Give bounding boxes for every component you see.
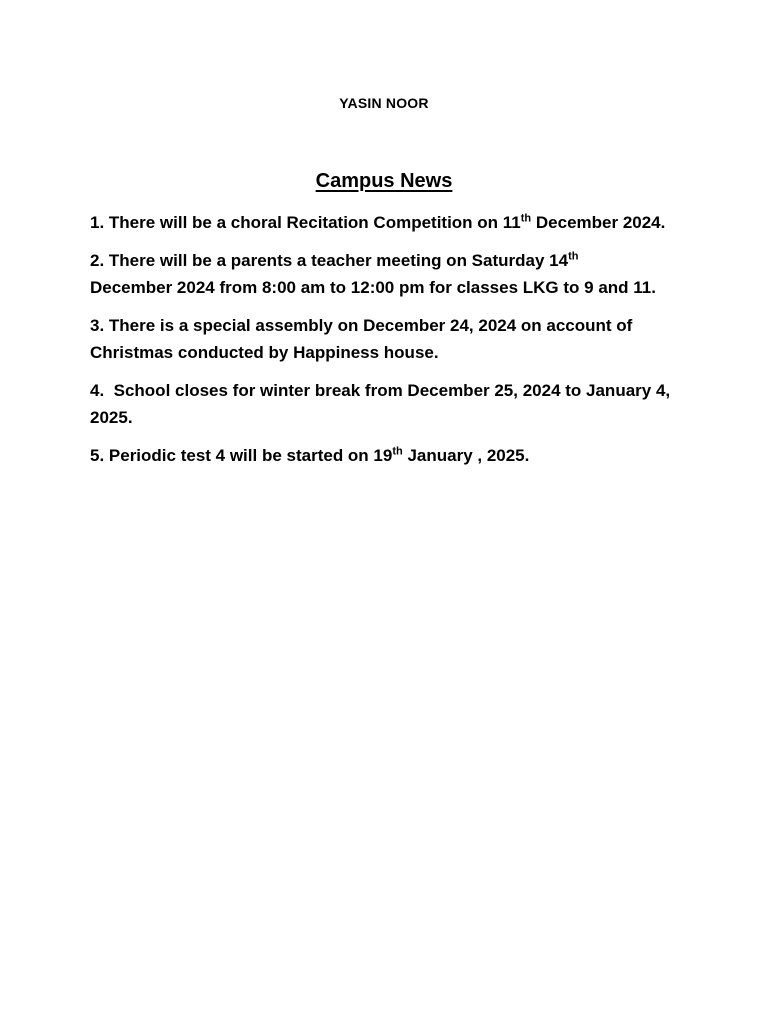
news-item-1-ordinal: th <box>520 212 532 225</box>
news-item-2-text-end: December 2024 from 8:00 am to 12:00 pm for classes LKG to 9 and 11. <box>90 278 656 297</box>
news-list <box>90 209 690 480</box>
author-name: YASIN NOOR <box>339 95 429 111</box>
news-item-4-text: 4. School closes for winter break from December 25, 2024 to January 4, 2025. <box>90 381 675 427</box>
page-title: Campus News <box>315 170 453 192</box>
news-item-4 <box>90 377 690 431</box>
news-item-5 <box>90 442 690 469</box>
news-item-5-ordinal: th <box>392 445 403 458</box>
news-item-2-ordinal: th <box>568 250 579 263</box>
news-item-2-text: 2. There will be a parents a teacher meeting on Saturday 14 <box>90 251 569 270</box>
news-item-1-text: 1. There will be a choral Recitation Competition on 11 <box>90 213 521 232</box>
news-item-5-text: 5. Periodic test 4 will be started on 19 <box>90 446 393 465</box>
news-item-3 <box>90 312 690 366</box>
news-item-2 <box>90 247 690 301</box>
news-item-3-text: 3. There is a special assembly on December 24, 2024 on account of Christmas conducted by Happiness house. <box>90 316 638 362</box>
news-item-5-text-end: January , 2025. <box>402 446 530 465</box>
news-item-1-text-end: December 2024. <box>531 213 666 232</box>
news-item-1 <box>90 209 690 236</box>
